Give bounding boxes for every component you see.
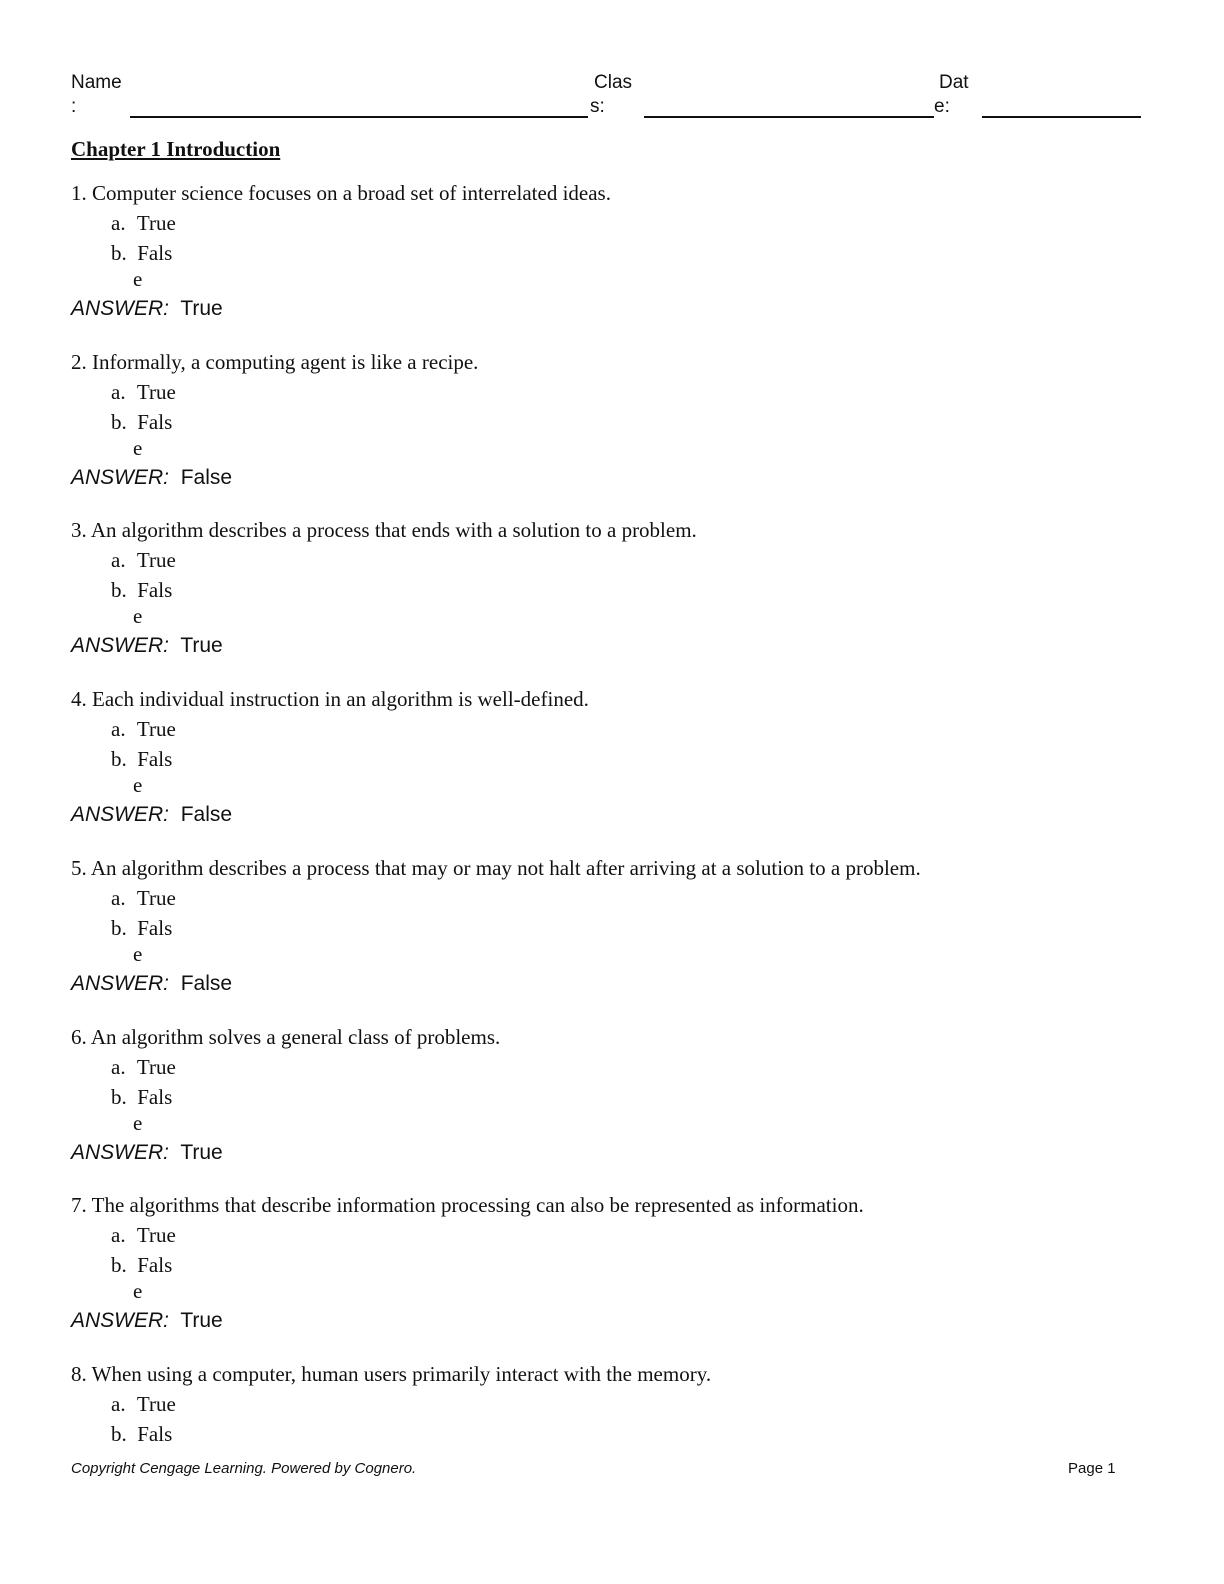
option-label: True [136,548,176,572]
answer-label: ANSWER: [71,972,170,995]
option-letter: b. [111,916,127,940]
option-letter: b. [111,1422,127,1446]
answer-value: False [180,972,233,995]
date-label: Dat [939,72,969,93]
option-letter: a. [111,380,126,404]
question-item [71,1025,1161,1165]
answer-value: False [180,803,233,826]
option-letter: a. [111,1392,126,1416]
question-item [71,856,1161,996]
option-true[interactable] [111,1055,1161,1079]
option-true[interactable] [111,211,1161,235]
option-letter: b. [111,747,127,771]
option-label-wrap: e [133,773,143,797]
option-letter: b. [111,241,127,265]
option-label: True [136,717,176,741]
date-field-line[interactable] [982,116,1141,118]
question-text: 2. Informally, a computing agent is like a recipe. [71,350,479,374]
option-label: Fals [137,1253,173,1277]
answer-value: True [180,1309,223,1332]
question-item [71,1193,1161,1333]
option-label: True [136,886,176,910]
option-label: Fals [137,1422,173,1446]
option-letter: b. [111,1085,127,1109]
question-text: 1. Computer science focuses on a broad set of interrelated ideas. [71,181,611,205]
footer-copyright: Copyright Cengage Learning. Powered by Cognero. [71,1460,417,1477]
option-letter: a. [111,1055,126,1079]
option-false[interactable] [111,1422,1161,1446]
option-label-wrap: e [133,942,143,966]
option-letter: b. [111,410,127,434]
option-label: True [136,380,176,404]
option-letter: a. [111,211,126,235]
option-false[interactable] [111,747,1161,771]
option-label: Fals [137,578,173,602]
question-item [71,687,1161,827]
option-true[interactable] [111,1392,1161,1416]
answer-label: ANSWER: [71,803,170,826]
option-label-wrap: e [133,436,143,460]
question-item [71,350,1161,490]
option-false[interactable] [111,578,1161,602]
footer-page-number: Page 1 [1068,1460,1116,1477]
question-item [71,1362,1161,1446]
option-letter: a. [111,1223,126,1247]
chapter-title: Chapter 1 Introduction [71,137,281,161]
option-false[interactable] [111,1253,1161,1277]
answer-value: False [180,466,233,489]
answer-label: ANSWER: [71,634,170,657]
option-false[interactable] [111,241,1161,265]
answer-line [71,634,1161,658]
option-label: Fals [137,747,173,771]
option-label: True [136,1055,176,1079]
option-label: True [136,1392,176,1416]
option-false[interactable] [111,1085,1161,1109]
name-field-line[interactable] [130,116,588,118]
answer-value: True [180,634,223,657]
class-label: Clas [594,72,633,93]
question-text: 5. An algorithm describes a process that may or may not halt after arriving at a solution to a problem. [71,856,921,880]
option-label: True [136,211,176,235]
answer-label: ANSWER: [71,1141,170,1164]
option-label: True [136,1223,176,1247]
name-label-colon: : [71,96,77,117]
option-letter: a. [111,548,126,572]
option-letter: b. [111,1253,127,1277]
question-text: 8. When using a computer, human users primarily interact with the memory. [71,1362,712,1386]
question-item [71,181,1161,321]
answer-line [71,1141,1161,1165]
answer-line [71,803,1161,827]
option-letter: a. [111,886,126,910]
date-label-colon: e: [934,96,950,117]
option-label: Fals [137,1085,173,1109]
class-field-line[interactable] [644,116,934,118]
answer-value: True [180,297,223,320]
option-letter: a. [111,717,126,741]
question-text: 4. Each individual instruction in an algorithm is well-defined. [71,687,589,711]
option-true[interactable] [111,548,1161,572]
question-text: 6. An algorithm solves a general class of problems. [71,1025,501,1049]
option-label-wrap: e [133,1279,143,1303]
option-true[interactable] [111,1223,1161,1247]
answer-line [71,297,1161,321]
class-label-colon: s: [590,96,605,117]
option-false[interactable] [111,916,1161,940]
answer-label: ANSWER: [71,466,170,489]
question-text: 3. An algorithm describes a process that ends with a solution to a problem. [71,518,697,542]
name-label: Name [71,72,122,93]
option-letter: b. [111,578,127,602]
option-label: Fals [137,241,173,265]
answer-value: True [180,1141,223,1164]
option-label-wrap: e [133,604,143,628]
answer-line [71,1309,1161,1333]
question-item [71,518,1161,658]
option-true[interactable] [111,380,1161,404]
option-label: Fals [137,410,173,434]
answer-line [71,972,1161,996]
option-true[interactable] [111,717,1161,741]
question-text: 7. The algorithms that describe information processing can also be represented as information. [71,1193,864,1217]
option-true[interactable] [111,886,1161,910]
answer-label: ANSWER: [71,297,170,320]
option-label-wrap: e [133,1111,143,1135]
option-false[interactable] [111,410,1161,434]
answer-label: ANSWER: [71,1309,170,1332]
answer-line [71,466,1161,490]
option-label: Fals [137,916,173,940]
option-label-wrap: e [133,267,143,291]
